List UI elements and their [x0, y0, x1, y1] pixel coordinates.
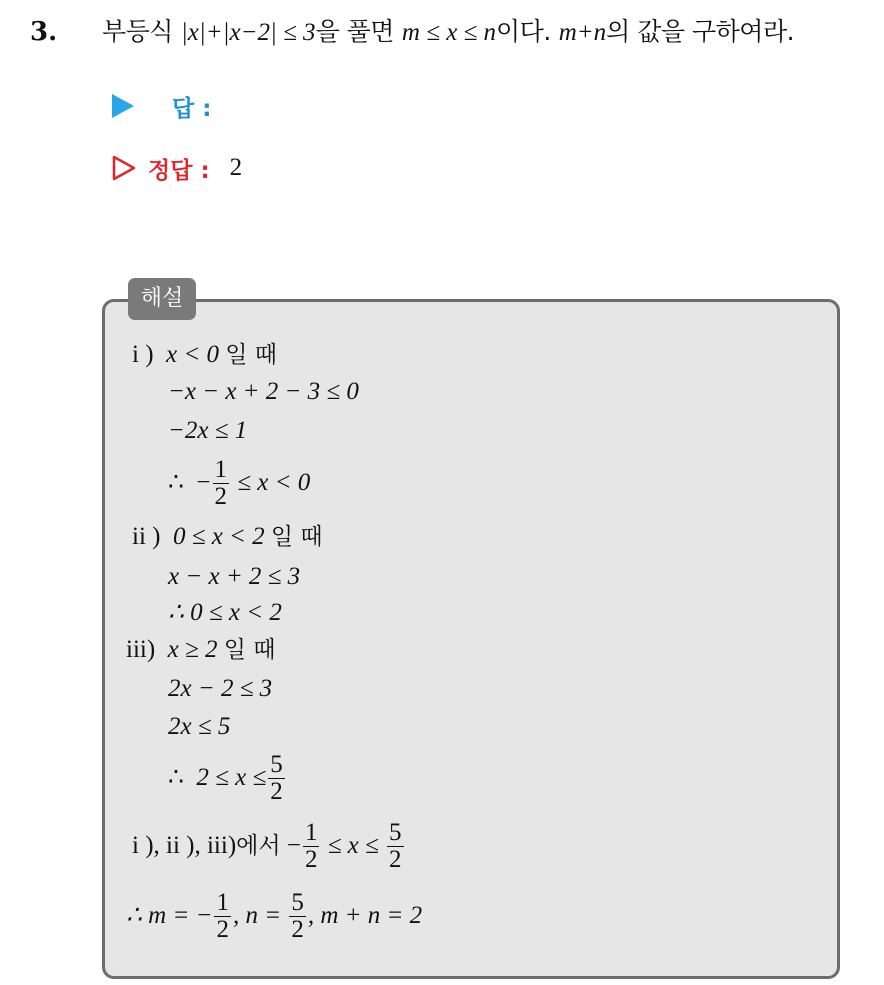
combine-cases: i ), ii ), iii) — [132, 832, 237, 859]
case1-step2: −2x ≤ 1 — [168, 417, 248, 444]
case1-result-tail: ≤ x < 0 — [237, 469, 311, 496]
question-text-mid: 을 풀면 — [315, 17, 394, 46]
correct-answer-row — [112, 150, 242, 186]
case1-result — [168, 456, 310, 510]
combine-right-fraction — [387, 818, 404, 873]
question-line — [30, 14, 870, 51]
case3-step2: 2x ≤ 5 — [168, 713, 231, 740]
outline-triangle-icon — [112, 155, 136, 181]
correct-answer-value: 2 — [229, 154, 243, 181]
case1-when: 일 때 — [225, 342, 277, 368]
combine-right-den: 2 — [389, 845, 402, 873]
play-triangle-icon — [112, 94, 134, 118]
case1-number: i ) — [132, 341, 154, 368]
combine-line — [132, 818, 406, 874]
final-m-num: 1 — [216, 888, 229, 916]
final-m-fraction — [214, 888, 231, 943]
combine-left-fraction — [303, 818, 320, 873]
case1-fraction — [213, 455, 230, 510]
final-head: ∴ m = − — [126, 902, 213, 929]
question-text-mid2: 이다. — [496, 17, 551, 46]
case1-minus: − — [196, 469, 211, 496]
case3-fraction — [268, 750, 285, 805]
question-range: m ≤ x ≤ n — [401, 19, 497, 46]
case3-result-head: 2 ≤ x ≤ — [196, 764, 267, 791]
combine-left-num: 1 — [304, 818, 318, 846]
combine-mid: ≤ x ≤ — [327, 832, 379, 859]
case2-when: 일 때 — [270, 524, 323, 550]
case2-header — [132, 522, 323, 552]
combine-minus: − — [286, 832, 301, 859]
correct-answer-label: 정답 : — [148, 157, 210, 184]
case3-condition: x ≥ 2 — [167, 636, 218, 663]
final-n-part: , n = — [232, 902, 282, 929]
case3-number: iii) — [126, 636, 156, 663]
case2-result: ∴ 0 ≤ x < 2 — [168, 599, 282, 626]
question-text-pre: 부등식 — [102, 17, 173, 46]
final-line — [126, 888, 422, 944]
case1-step1: −x − x + 2 − 3 ≤ 0 — [168, 378, 359, 405]
question-number: 3. — [30, 17, 58, 47]
final-n-den: 2 — [291, 915, 304, 943]
combine-left-den: 2 — [304, 845, 318, 873]
case1-frac-den: 2 — [214, 482, 228, 510]
case1-therefore: ∴ — [168, 469, 184, 496]
case3-frac-num: 5 — [270, 750, 283, 778]
answer-label: 답 : — [172, 95, 212, 122]
final-m-den: 2 — [216, 915, 229, 943]
case3-header — [126, 635, 276, 665]
case3-step1: 2x − 2 ≤ 3 — [168, 675, 273, 702]
case3-result — [168, 750, 287, 806]
case2-condition: 0 ≤ x < 2 — [172, 523, 265, 550]
case3-frac-den: 2 — [270, 777, 283, 805]
solution-tab: 해설 — [128, 278, 196, 320]
case2-step1: x − x + 2 ≤ 3 — [168, 563, 301, 590]
question-sum: m+n — [558, 19, 607, 46]
combine-right-num: 5 — [389, 818, 402, 846]
case1-condition: x < 0 — [166, 341, 219, 368]
answer-row — [112, 88, 211, 124]
question-inequality: |x|+|x−2| ≤ 3 — [180, 19, 316, 46]
final-n-num: 5 — [291, 888, 304, 916]
case2-number: ii ) — [132, 523, 161, 550]
case1-frac-num: 1 — [214, 455, 228, 483]
combine-word: 에서 — [236, 833, 281, 859]
final-tail: , m + n = 2 — [307, 902, 423, 929]
final-n-fraction — [289, 888, 306, 943]
case1-header — [132, 340, 277, 370]
case3-therefore: ∴ — [168, 764, 184, 791]
question-text-post: 의 값을 구하여라. — [606, 17, 795, 46]
case3-when: 일 때 — [223, 637, 276, 663]
